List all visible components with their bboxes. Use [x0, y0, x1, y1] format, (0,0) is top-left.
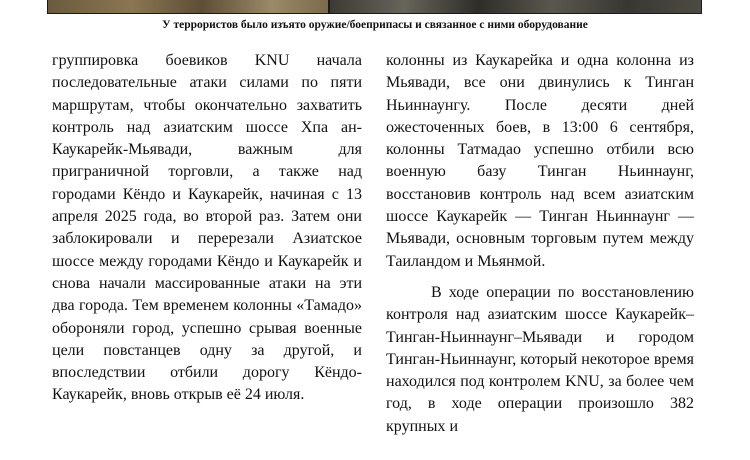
- photo-left-image: [48, 0, 328, 13]
- right-column-paragraph-2: В ходе операции по восстановлению контроля над азиатским шоссе Каукарейк–Тинган-Ньиннаунг–Мьявади и городом Тинган-Ньиннаунг, который некоторое время находился под контролем KNU, за более чем год, в ходе операции произошло 382 крупных и: [386, 283, 694, 435]
- right-column-paragraph-1: колонны из Каукарейка и одна колонна из Мьявади, все они двинулись к Тинган Ньиннаунгу. После десяти дней ожесточенных боев, в 13:00 6 сентября, колонны Татмадао успешно отбили всю военную базу Тинган Ньиннаунг, восстановив контроль над всем азиатским шоссе Каукарейк — Тинган Ньиннаунг — Мьявади, основным торговым путем между Таиландом и Мьянмой.: [386, 52, 694, 270]
- left-column-text: группировка боевиков KNU начала последовательные атаки силами по пяти маршрутам, чтобы окончательно захватить контроль над азиатским шоссе Хпа ан-Каукарейк-Мьявади, важным для приграничной торговли, а также над городами Кёндо и Каукарейк, начиная с 13 апреля 2025 года, во второй раз. Затем они заблокировали и перерезали Азиатское шоссе между городами Кёндо и Каукарейк и снова начали массированные атаки на эти два города. Тем временем колонны «Тамадо» обороняли город, успешно срывая военные цели повстанцев одну за другой, и впоследствии отбили дорогу Кёндо-Каукарейк, вновь открыв её 24 июля.: [52, 52, 362, 404]
- photo-right-image: [330, 0, 701, 13]
- figure-caption: У террористов было изъято оружие/боеприпасы и связанное с ними оборудование: [162, 19, 588, 31]
- photo-strip: [47, 0, 702, 14]
- left-column: [52, 50, 362, 407]
- right-column: [386, 50, 694, 438]
